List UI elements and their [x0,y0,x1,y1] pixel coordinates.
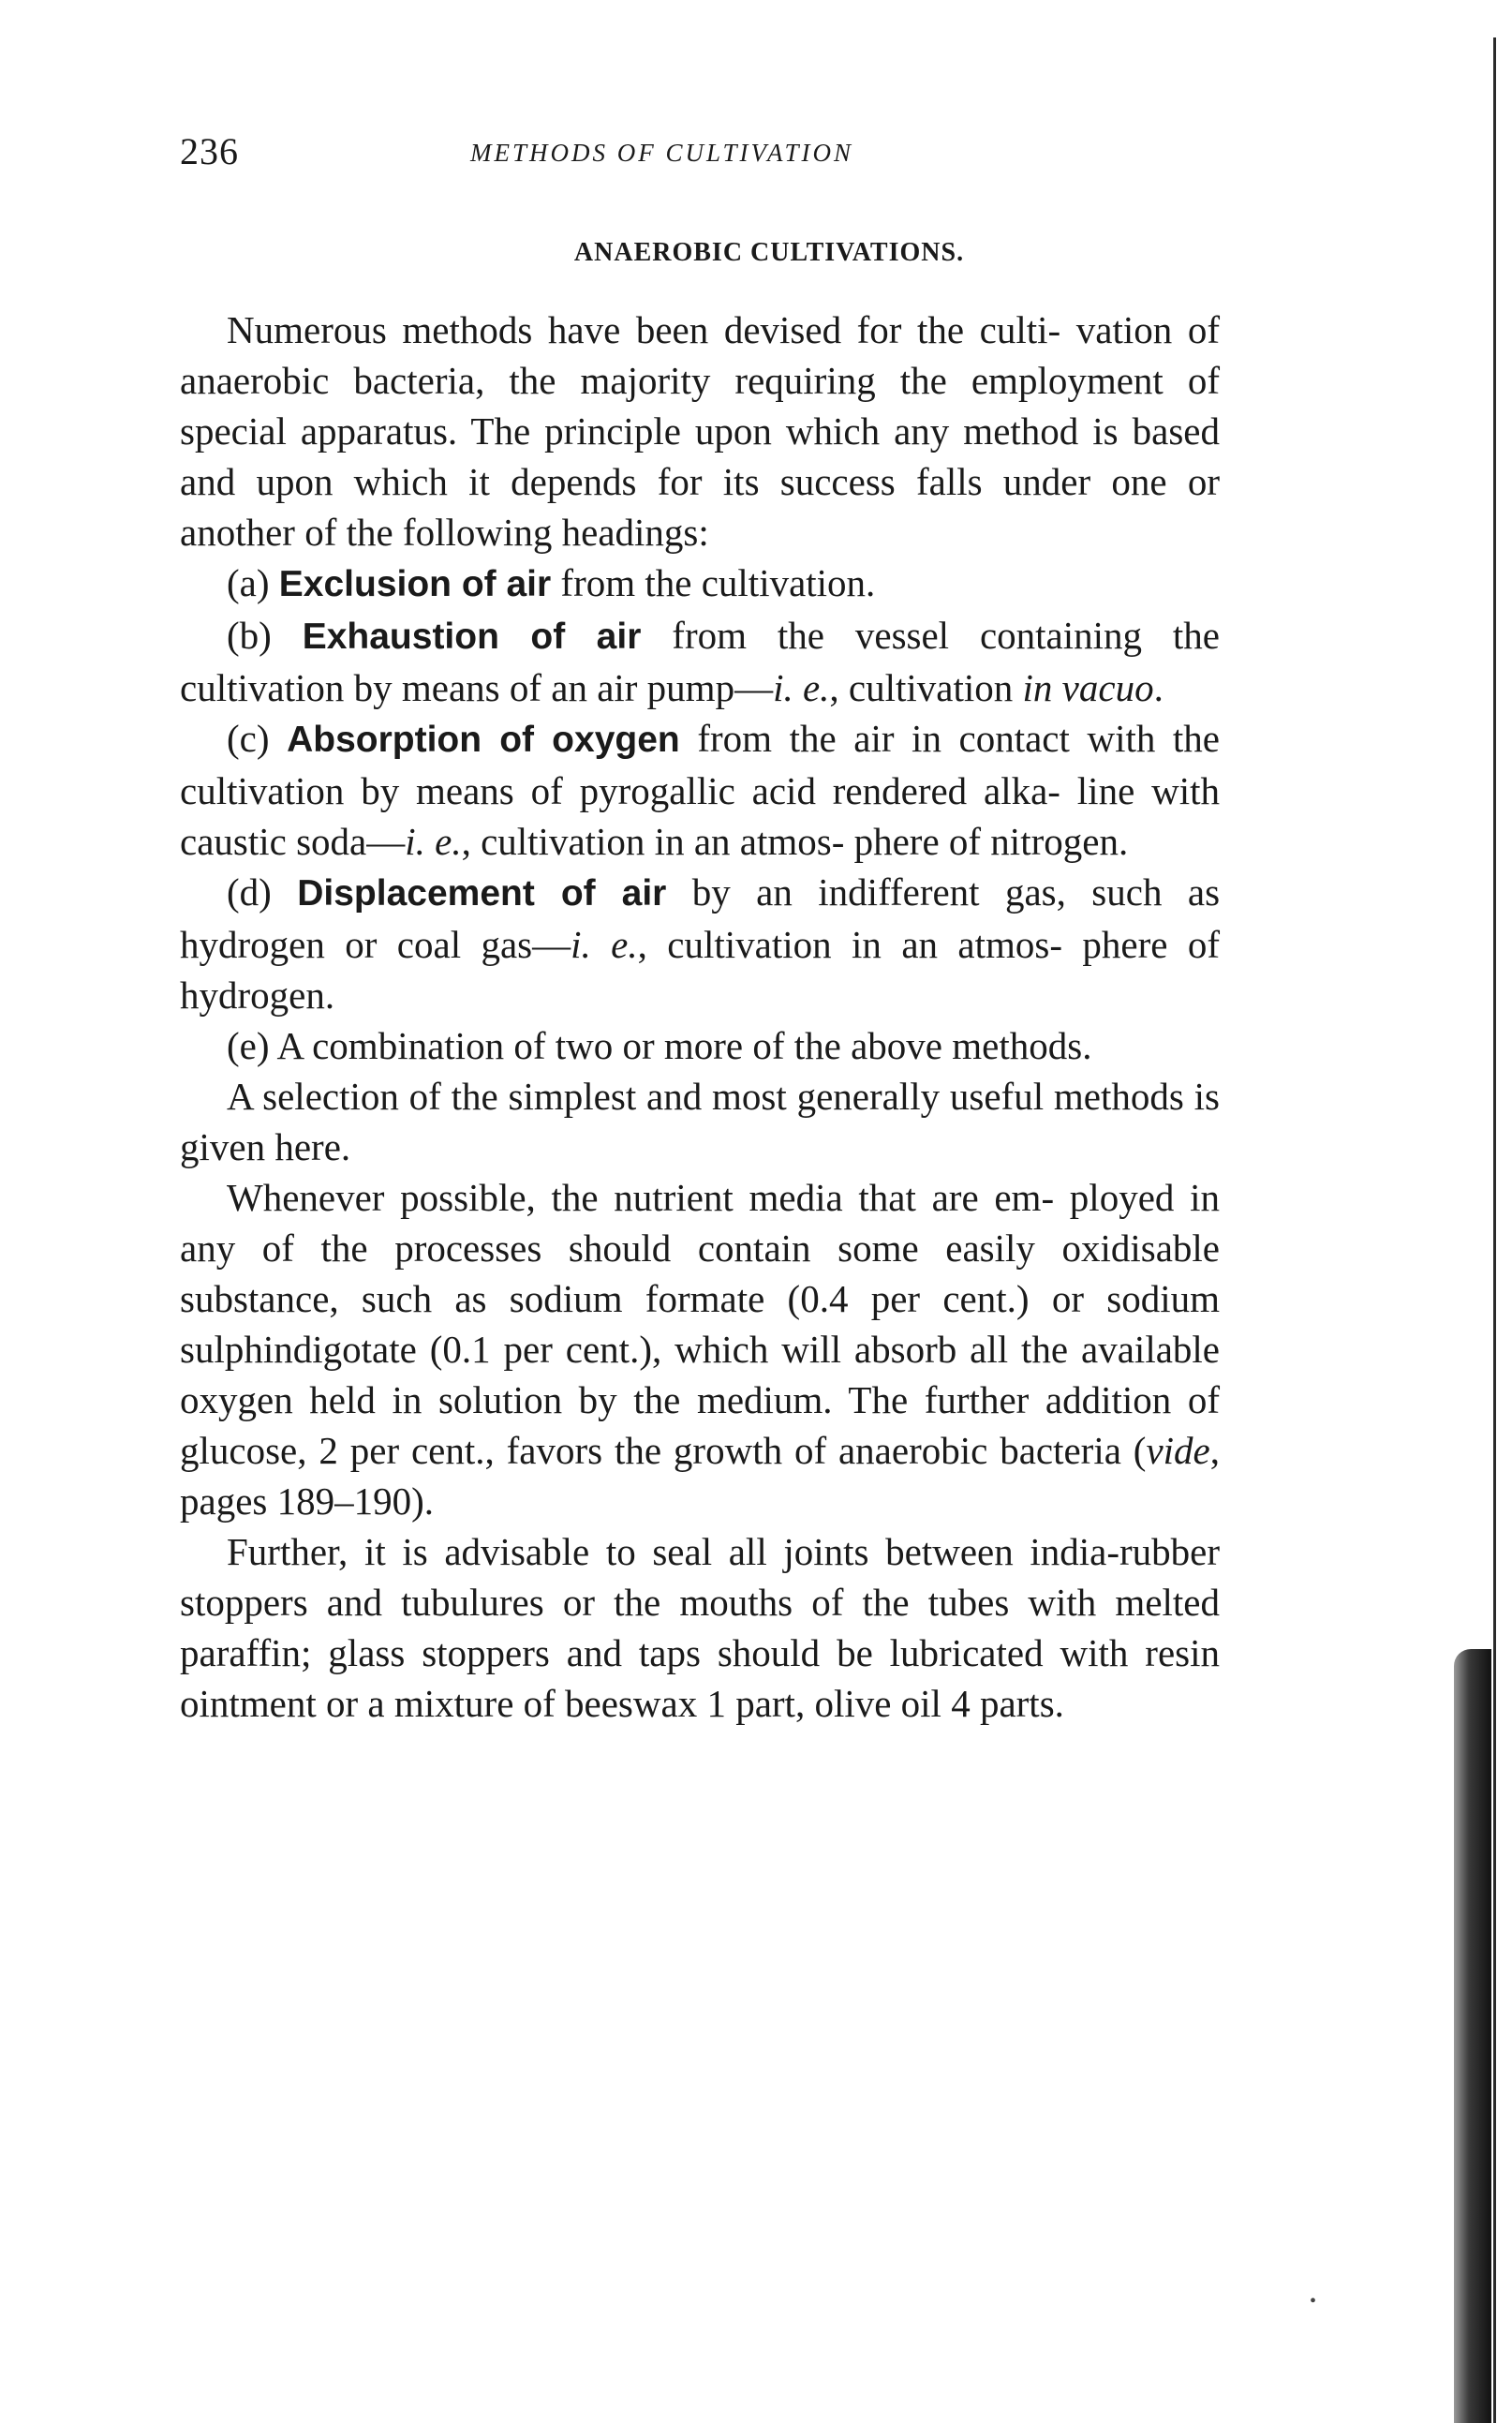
page-edge-line [1493,37,1496,2423]
item-text-c: from the air in contact with the cultivation by means of pyrogallic acid rendered alka- line with caustic soda— [180,717,1221,863]
paragraph-b [180,610,1220,713]
paragraph-media [180,1172,1220,1526]
item-label-d: Displacement of air [297,873,667,914]
item-end-b: . [1153,666,1164,709]
latin-phrase: in vacuo [1022,666,1154,709]
media-vide: vide [1146,1429,1210,1472]
media-text: Whenever possible, the nutrient media that are em- ployed in any of the processes should contain some easily oxidisable substance, such as sodium formate (0.4 per cent.) or sodium sulphindigotate (0.1 per cent.), which will absorb all the available oxygen held in solution by the medium. The further addition of glucose, 2 per cent., favors the growth of anaerobic bacteria ( [180,1176,1220,1472]
paragraph-d [180,867,1220,1020]
paragraph-a [180,557,1220,610]
item-text2-c: , cultivation in an atmos- phere of nitrogen. [461,820,1129,863]
item-text-e: A combination of two or more of the above methods. [276,1024,1092,1067]
paragraph-selection: A selection of the simplest and most generally useful methods is given here. [180,1075,1220,1168]
item-label-c: Absorption of oxygen [287,720,680,760]
paragraph-c [180,713,1220,867]
item-ie-d: i. e. [571,923,638,966]
item-marker-d: (d) [227,870,272,914]
body-text [180,305,1220,1729]
scan-speck: • [1310,2291,1317,2312]
item-ie-c: i. e. [405,820,462,863]
item-marker-b: (b) [227,614,272,657]
item-label-a: Exclusion of air [278,564,552,604]
item-marker-e: (e) [227,1024,270,1067]
item-ie-b: i. e. [773,666,830,709]
paragraph-e [180,1020,1220,1071]
item-marker-c: (c) [227,717,270,760]
page-number: 236 [180,130,239,172]
paragraph-joints: Further, it is advisable to seal all joints between india-rubber stoppers and tubulures or the mouths of the tubes with melted paraffin; glass stoppers and taps should be lubricated with resin ointment or a mixture of beeswax 1 part, olive oil 4 parts. [180,1530,1220,1725]
item-text2-d: , cultivation in an atmos- phere of hydrogen. [180,923,1221,1017]
item-text2-b: , cultivation [829,666,1014,709]
item-marker-a: (a) [227,561,270,604]
section-heading: ANAEROBIC CULTIVATIONS. [573,238,965,267]
paragraph-intro: Numerous methods have been devised for the culti- vation of anaerobic bacteria, the majority requiring the employment of special apparatus. The principle upon which any method is based and upon which it depends for its success falls under one or another of the following headings: [180,308,1220,554]
item-text-d: by an indifferent gas, such as hydrogen or coal gas— [180,870,1221,966]
running-title: METHODS OF CULTIVATION [470,139,853,167]
media-text2: , pages 189–190). [180,1429,1220,1523]
running-head [180,129,1229,176]
item-text-b: from the vessel containing the cultivation by means of an air pump— [180,614,1221,709]
item-label-b: Exhaustion of air [302,617,642,657]
binding-shadow [1454,1649,1491,2423]
item-text-a: from the cultivation. [560,561,876,604]
